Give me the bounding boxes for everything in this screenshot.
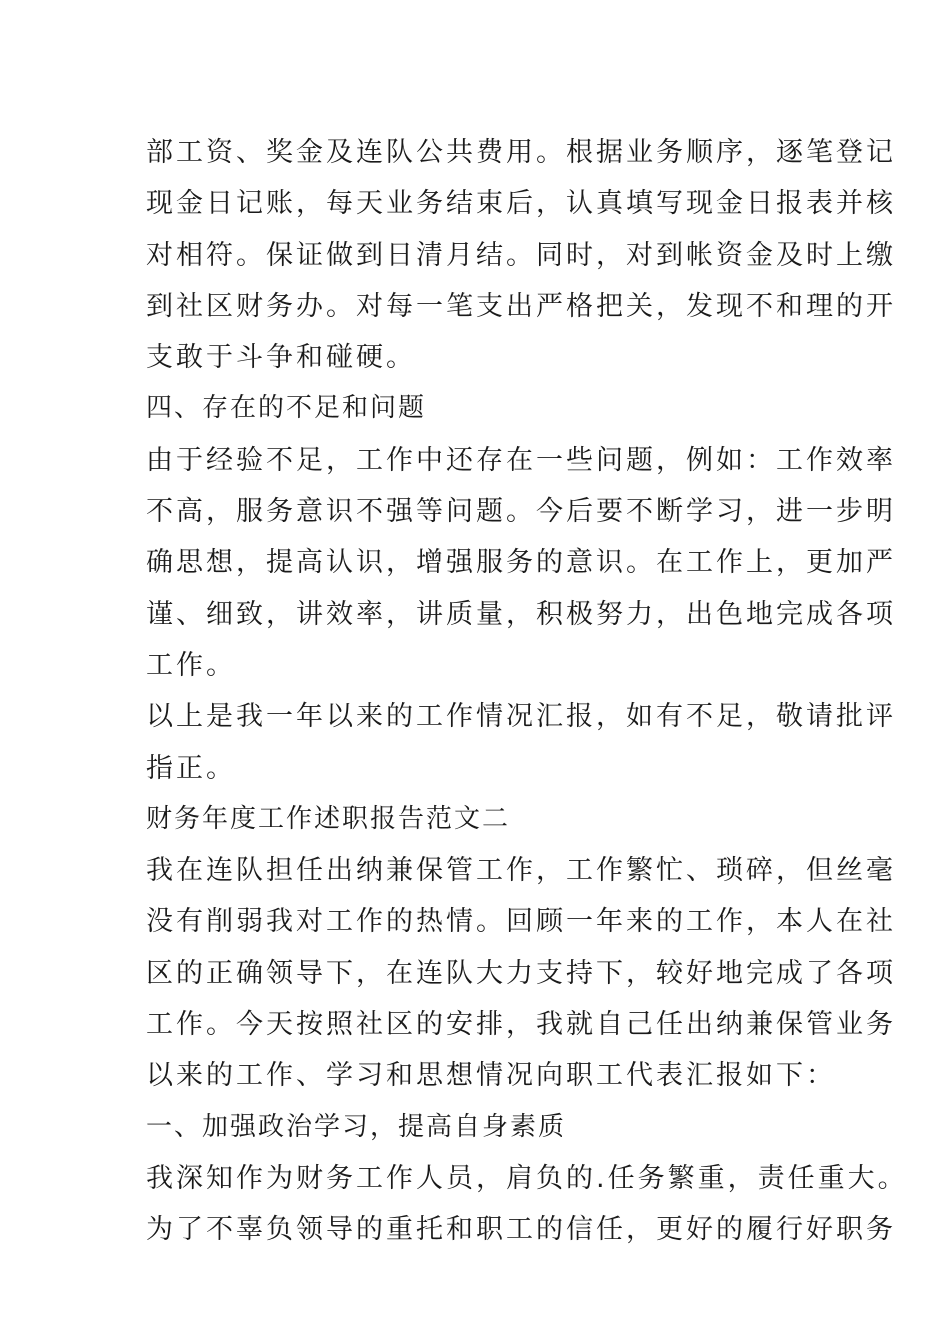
text-line: 支敢于斗争和碰硬。 (146, 342, 416, 374)
section-heading: 财务年度工作述职报告范文二 (146, 803, 511, 834)
section-heading: 四、存在的不足和问题 (146, 393, 427, 424)
text-line: 谨、细致，讲效率，讲质量，积极努力，出色地完成各项 (146, 598, 896, 630)
text-line: 由于经验不足，工作中还存在一些问题，例如：工作效率 (146, 444, 896, 476)
text-line: 以上是我一年以来的工作情况汇报，如有不足，敬请批评 (146, 701, 896, 733)
text-line: 以来的工作、学习和思想情况向职工代表汇报如下： (146, 1060, 836, 1092)
text-line: 不高，服务意识不强等问题。今后要不断学习，进一步明 (146, 496, 896, 528)
text-line: 工作。今天按照社区的安排，我就自己任出纳兼保管业务 (146, 1009, 896, 1041)
text-line: 现金日记账，每天业务结束后，认真填写现金日报表并核 (146, 188, 896, 220)
text-line: 工作。 (146, 649, 236, 681)
document-body (146, 127, 908, 1256)
text-line: 确思想，提高认识，增强服务的意识。在工作上，更加严 (146, 547, 896, 579)
text-line: 指正。 (146, 752, 236, 784)
text-line: 没有削弱我对工作的热情。回顾一年来的工作，本人在社 (146, 906, 896, 938)
text-line: 我深知作为财务工作人员，肩负的.任务繁重，责任重大。 (146, 1162, 908, 1194)
text-line: 部工资、奖金及连队公共费用。根据业务顺序，逐笔登记 (146, 137, 896, 168)
text-line: 对相符。保证做到日清月结。同时，对到帐资金及时上缴 (146, 239, 896, 271)
text-line: 我在连队担任出纳兼保管工作，工作繁忙、琐碎，但丝毫 (146, 855, 896, 887)
section-heading: 一、加强政治学习，提高自身素质 (146, 1111, 567, 1142)
text-line: 到社区财务办。对每一笔支出严格把关，发现不和理的开 (146, 290, 896, 322)
text-line: 为了不辜负领导的重托和职工的信任，更好的履行好职务 (146, 1214, 896, 1246)
text-line: 区的正确领导下，在连队大力支持下，较好地完成了各项 (146, 957, 896, 989)
